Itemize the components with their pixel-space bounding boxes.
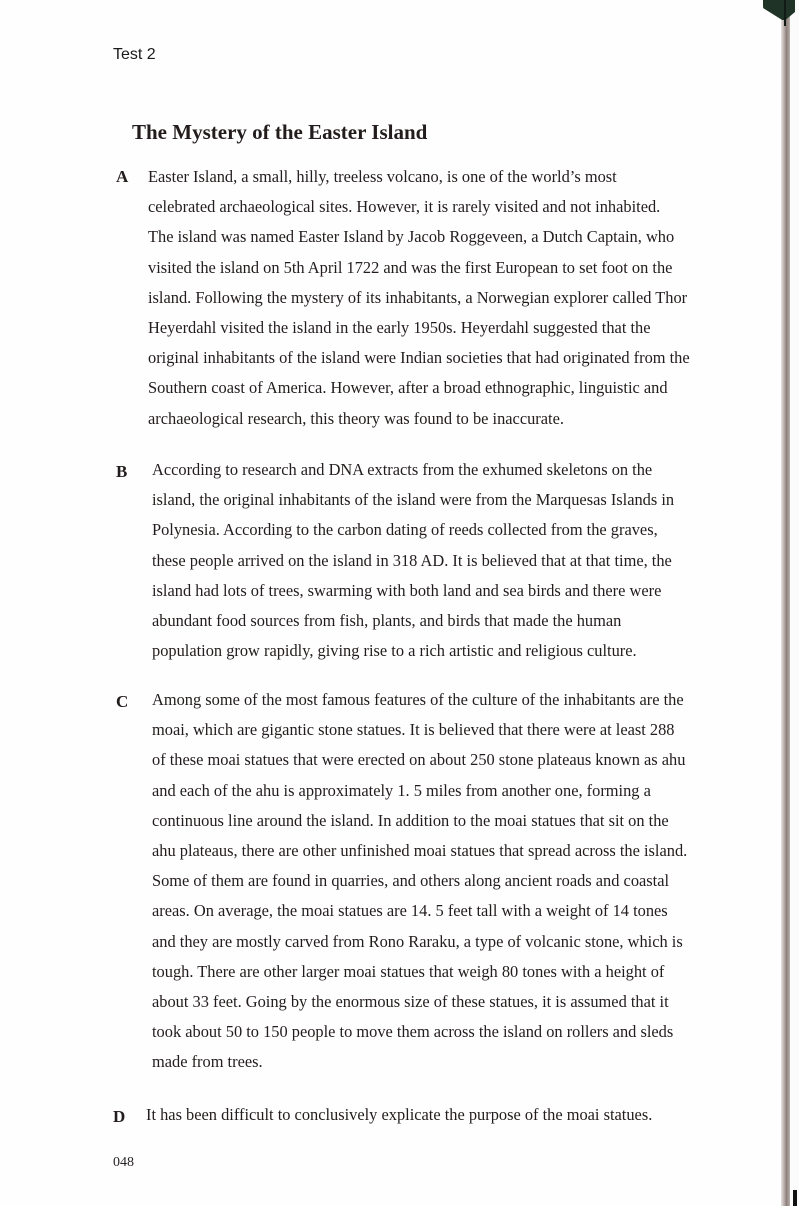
page-binding-shadow bbox=[781, 0, 790, 1206]
bookmark-ribbon-line bbox=[784, 0, 786, 26]
text-line: It has been difficult to conclusively explicate the purpose of the moai statues. bbox=[146, 1105, 653, 1124]
page-number: 048 bbox=[113, 1155, 134, 1170]
text-line: population grow rapidly, giving rise to a rich artistic and religious culture. bbox=[152, 641, 637, 661]
text-line: Some of them are found in quarries, and others along ancient roads and coastal bbox=[152, 871, 670, 891]
text-line: abundant food sources from fish, plants, and birds that made the human bbox=[152, 611, 622, 631]
text-line: visited the island on 5th April 1722 and was the first European to set foot on the bbox=[148, 257, 673, 277]
section-paragraph bbox=[152, 685, 687, 1078]
text-line: took about 50 to 150 people to move them across the island on rollers and sleds bbox=[152, 1022, 674, 1042]
text-line: Easter Island, a small, hilly, treeless volcano, is one of the world’s most bbox=[148, 167, 617, 186]
article-title: The Mystery of the Easter Island bbox=[132, 120, 428, 144]
text-line: made from trees. bbox=[152, 1052, 263, 1072]
text-line: continuous line around the island. In addition to the moai statues that sit on the bbox=[152, 810, 669, 830]
text-line: celebrated archaeological sites. However, it is rarely visited and not inhabited. bbox=[148, 197, 661, 217]
page-edge-mark bbox=[793, 1190, 797, 1206]
text-line: areas. On average, the moai statues are 14. 5 feet tall with a weight of 14 tones bbox=[152, 901, 668, 921]
text-line: Southern coast of America. However, after a broad ethnographic, linguistic and bbox=[148, 378, 668, 398]
text-line: Heyerdahl visited the island in the early 1950s. Heyerdahl suggested that the bbox=[148, 318, 651, 338]
text-line: moai, which are gigantic stone statues. It is believed that there were at least 288 bbox=[152, 720, 675, 740]
section-letter: D bbox=[113, 1107, 126, 1126]
running-header: Test 2 bbox=[113, 46, 156, 63]
section-letter: B bbox=[116, 462, 128, 481]
text-line: of these moai statues that were erected on about 250 stone plateaus known as ahu bbox=[152, 750, 686, 770]
section-letter: A bbox=[116, 167, 129, 186]
text-line: Polynesia. According to the carbon dating of reeds collected from the graves, bbox=[152, 520, 658, 540]
text-line: tough. There are other larger moai statues that weigh 80 tones with a height of bbox=[152, 961, 665, 981]
text-line: archaeological research, this theory was found to be inaccurate. bbox=[148, 408, 564, 428]
text-line: original inhabitants of the island were Indian societies that had originated from the bbox=[148, 348, 690, 368]
text-line: about 33 feet. Going by the enormous size of these statues, it is assumed that it bbox=[152, 992, 669, 1012]
text-line: island. Following the mystery of its inhabitants, a Norwegian explorer called Thor bbox=[148, 287, 688, 307]
text-line: According to research and DNA extracts from the exhumed skeletons on the bbox=[152, 460, 653, 479]
section-paragraph bbox=[148, 162, 690, 434]
section-paragraph bbox=[146, 1100, 652, 1130]
text-line: island had lots of trees, swarming with both land and sea birds and there were bbox=[152, 580, 662, 600]
text-line: and they are mostly carved from Rono Raraku, a type of volcanic stone, which is bbox=[152, 931, 683, 951]
text-line: ahu plateaus, there are other unfinished moai statues that spread across the island. bbox=[152, 841, 688, 861]
text-line: The island was named Easter Island by Jacob Roggeveen, a Dutch Captain, who bbox=[148, 227, 675, 247]
section-letter: C bbox=[116, 692, 129, 711]
text-line: island, the original inhabitants of the island were from the Marquesas Islands in bbox=[152, 490, 675, 510]
text-line: and each of the ahu is approximately 1. 5 miles from another one, forming a bbox=[152, 780, 651, 800]
page-edge bbox=[790, 0, 799, 1206]
section-paragraph bbox=[152, 455, 674, 666]
text-line: Among some of the most famous features of the culture of the inhabitants are the bbox=[152, 690, 684, 709]
text-line: these people arrived on the island in 318 AD. It is believed that at that time, the bbox=[152, 550, 672, 570]
